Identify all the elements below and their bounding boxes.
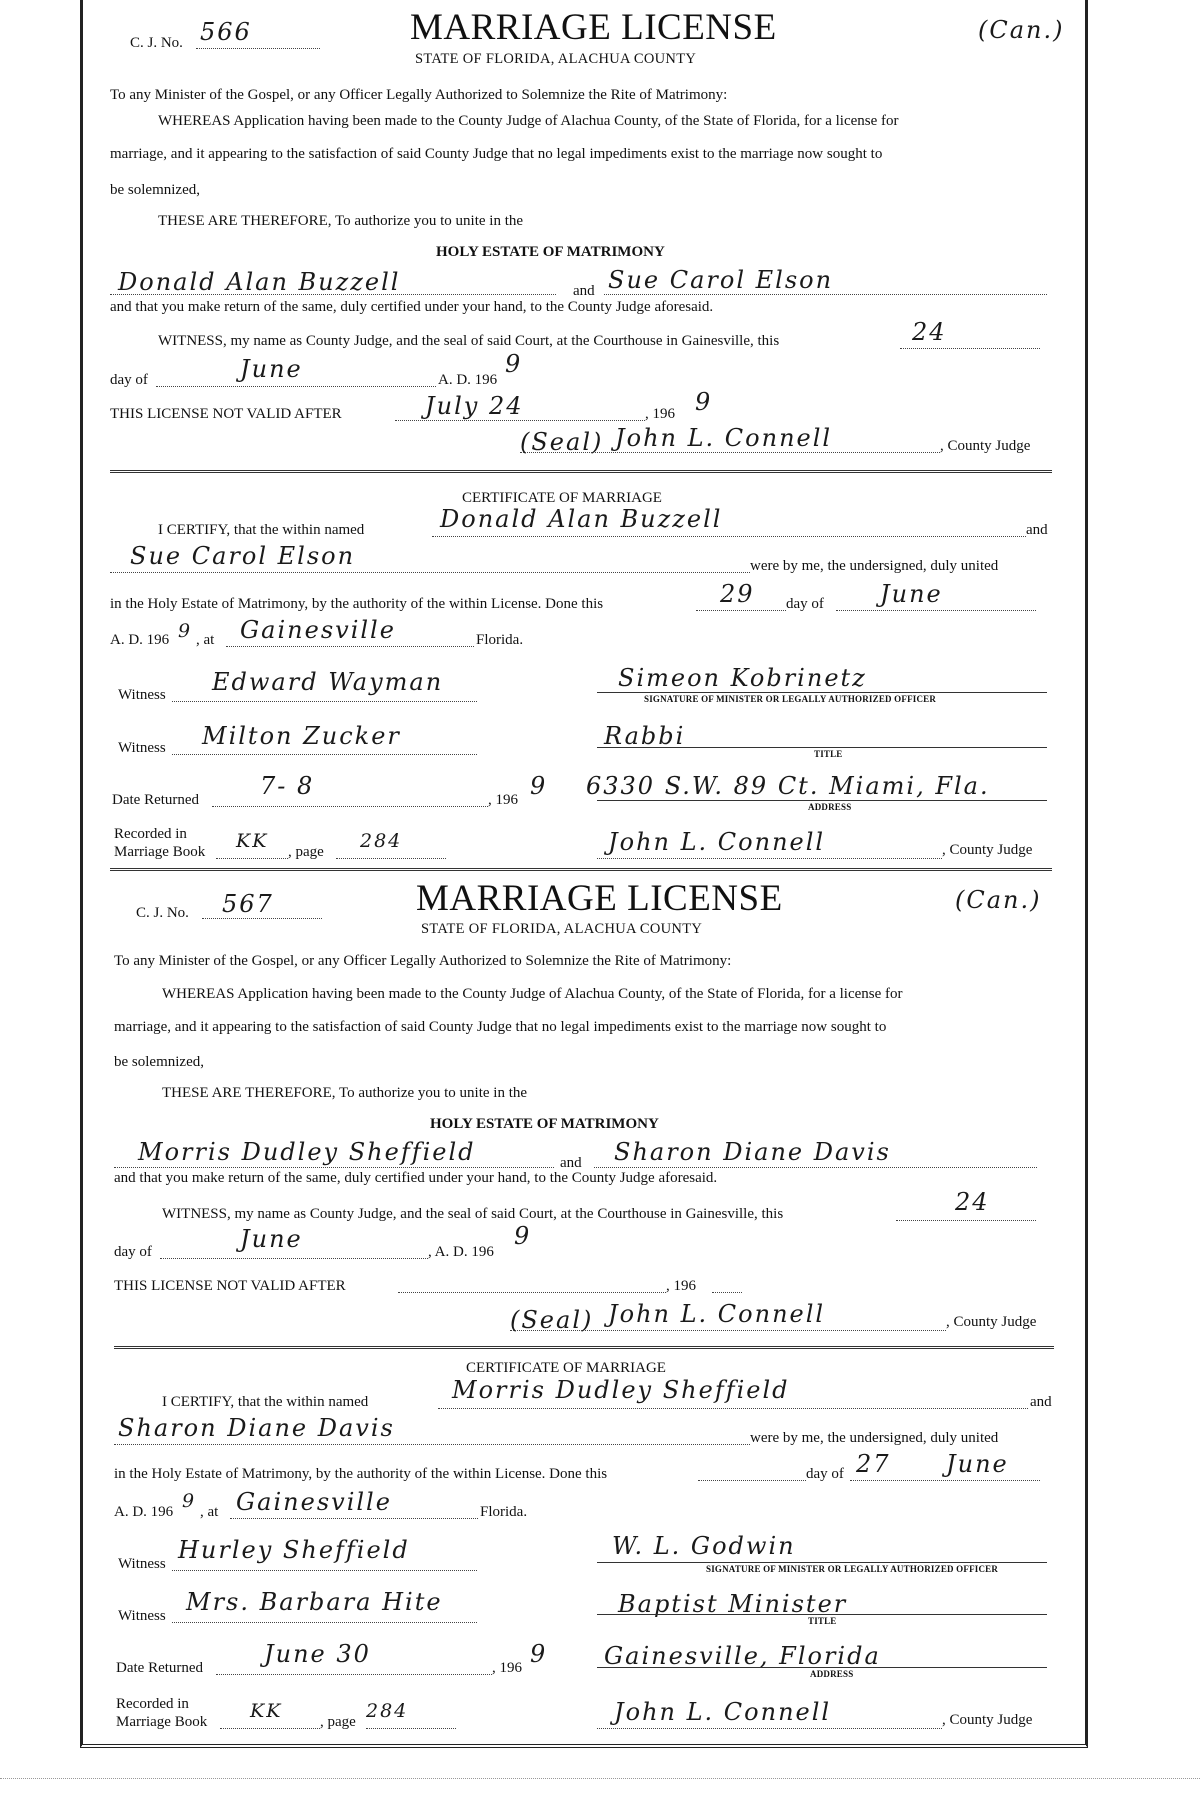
witness1-1: Edward Wayman <box>212 668 444 696</box>
groom-name-1: Donald Alan Buzzell <box>118 268 401 296</box>
whereas-1c: be solemnized, <box>110 182 200 198</box>
done-month-line-1 <box>836 610 1036 611</box>
county-judge-2: , County Judge <box>946 1314 1037 1330</box>
cert-county-judge-2: , County Judge <box>942 1712 1033 1728</box>
not-valid-label-2: THIS LICENSE NOT VALID AFTER <box>114 1278 346 1294</box>
witness1-label-1: Witness <box>118 687 166 703</box>
date-returned-2: June 30 <box>264 1640 371 1668</box>
witness-day-2: 24 <box>955 1188 990 1216</box>
cert-name2-2: Sharon Diane Davis <box>118 1414 395 1442</box>
witness2-line-2 <box>172 1622 477 1623</box>
not-valid-line-2 <box>398 1292 666 1293</box>
date-returned-label-2: Date Returned <box>116 1660 204 1676</box>
corner-mark-1: (Can.) <box>978 16 1065 44</box>
holy-estate-1: HOLY ESTATE OF MATRIMONY <box>436 244 665 260</box>
address-label-1: ADDRESS <box>808 802 852 812</box>
officer-label-1: SIGNATURE OF MINISTER OR LEGALLY AUTHORIZED OFFICER <box>644 694 937 704</box>
section-divider-3 <box>114 1346 1054 1349</box>
address-line-2 <box>597 1667 1047 1668</box>
date-returned-line-2 <box>216 1674 492 1675</box>
page-2: 284 <box>366 1700 409 1722</box>
license-subtitle-2: STATE OF FLORIDA, ALACHUA COUNTY <box>421 921 703 937</box>
not-valid-line-1 <box>395 420 645 421</box>
page-label-1: , page <box>288 844 324 860</box>
place-line-2 <box>230 1518 478 1519</box>
groom-name-2: Morris Dudley Sheffield <box>138 1138 476 1166</box>
seal-1: (Seal) <box>520 428 604 456</box>
cert-judge-line-2 <box>597 1728 942 1729</box>
cert-name2-line-1 <box>110 572 750 573</box>
officer-line-2 <box>597 1562 1047 1563</box>
done-month-2: June <box>946 1450 1009 1478</box>
title-label-2: TITLE <box>808 1616 837 1626</box>
place-1: Gainesville <box>240 616 396 644</box>
seal-2: (Seal) <box>510 1306 594 1334</box>
witness-day-1: 24 <box>912 318 947 346</box>
whereas-2c: be solemnized, <box>114 1054 204 1070</box>
cert-judge-signature-2: John L. Connell <box>614 1698 832 1726</box>
officer-title-2: Baptist Minister <box>618 1590 848 1618</box>
county-judge-1: , County Judge <box>940 438 1031 454</box>
to-line-1: To any Minister of the Gospel, or any Officer Legally Authorized to Solemnize the Rite of Matrimony: <box>110 87 728 103</box>
cert-judge-line-1 <box>597 858 942 859</box>
witness2-line-1 <box>172 754 477 755</box>
ad-1: A. D. 196 <box>438 372 498 388</box>
section-divider-1 <box>110 470 1052 473</box>
address-label-2: ADDRESS <box>810 1669 854 1679</box>
witness1-line-1 <box>172 701 477 702</box>
returned-year-digit-2: 9 <box>530 1640 548 1668</box>
returned-year-2: , 196 <box>492 1660 522 1676</box>
holy-line-1: in the Holy Estate of Matrimony, by the authority of the within License. Done this <box>110 596 604 612</box>
cj-number-2: 567 <box>222 890 274 918</box>
judge-signature-2: John L. Connell <box>608 1300 826 1328</box>
not-valid-year-line-2 <box>712 1292 742 1293</box>
cert-name1-line-1 <box>432 536 1026 537</box>
witness-day-line-1 <box>900 348 1040 349</box>
day-of-line-2 <box>160 1258 428 1259</box>
not-valid-year-digit-1: 9 <box>695 388 713 416</box>
judge-line-2 <box>510 1330 946 1331</box>
certificate-title-2: CERTIFICATE OF MARRIAGE <box>466 1360 666 1376</box>
day-of-label-1: day of <box>110 372 148 388</box>
holy-estate-2: HOLY ESTATE OF MATRIMONY <box>430 1116 659 1132</box>
groom-line-1 <box>110 294 556 295</box>
bride-line-1 <box>604 294 1047 295</box>
officer-title-1: Rabbi <box>604 722 686 750</box>
done-day-2: 27 <box>856 1450 891 1478</box>
witness1-2: Hurley Sheffield <box>178 1536 410 1564</box>
witness1-line-2 <box>172 1570 477 1571</box>
cj-line-1 <box>196 48 320 49</box>
cert-name1-2: Morris Dudley Sheffield <box>452 1376 790 1404</box>
cert-ad-digit-2: 9 <box>182 1490 197 1512</box>
whereas-1a: WHEREAS Application having been made to the County Judge of Alachua County, of the State of Florida, for a license for <box>158 113 899 129</box>
document-border <box>80 0 1088 1748</box>
license-subtitle-1: STATE OF FLORIDA, ALACHUA COUNTY <box>415 51 697 67</box>
year-digit-1: 9 <box>505 350 523 378</box>
cert-ad-digit-1: 9 <box>178 620 193 642</box>
title-line-2 <box>597 1614 1047 1615</box>
certify-1: I CERTIFY, that the within named <box>158 522 365 538</box>
title-line-1 <box>597 747 1047 748</box>
license-title-1: MARRIAGE LICENSE <box>410 7 777 48</box>
scan-edge-line <box>0 1778 1200 1779</box>
place-2: Gainesville <box>236 1488 392 1516</box>
marriage-book-2: Marriage Book <box>116 1714 208 1730</box>
witness1-label-2: Witness <box>118 1556 166 1572</box>
return-line-2: and that you make return of the same, duly certified under your hand, to the County Judge aforesaid. <box>114 1170 718 1186</box>
license-title-2: MARRIAGE LICENSE <box>416 878 783 919</box>
book-2: KK <box>250 1700 283 1722</box>
cert-county-judge-1: , County Judge <box>942 842 1033 858</box>
and-1: and <box>573 283 595 299</box>
page-line-1 <box>336 858 446 859</box>
florida-1: Florida. <box>476 632 524 648</box>
title-label-1: TITLE <box>814 749 843 759</box>
witness-day-line-2 <box>896 1220 1036 1221</box>
witness-line-2: WITNESS, my name as County Judge, and the seal of said Court, at the Courthouse in Gainesville, this <box>162 1206 784 1222</box>
section-divider-2 <box>110 868 1052 871</box>
day-of-label-2: day of <box>114 1244 152 1260</box>
cert-name2-line-2 <box>114 1444 750 1445</box>
place-line-1 <box>226 646 474 647</box>
officer-address-2: Gainesville, Florida <box>604 1642 881 1670</box>
united-1: were by me, the undersigned, duly united <box>750 558 999 574</box>
to-line-2: To any Minister of the Gospel, or any Officer Legally Authorized to Solemnize the Rite of Matrimony: <box>114 953 732 969</box>
book-line-2 <box>220 1728 320 1729</box>
page-label-2: , page <box>320 1714 356 1730</box>
book-line-1 <box>216 858 288 859</box>
officer-signature-1: Simeon Kobrinetz <box>618 664 867 692</box>
not-valid-year-1: , 196 <box>645 406 675 422</box>
date-returned-label-1: Date Returned <box>112 792 200 808</box>
returned-year-digit-1: 9 <box>530 772 548 800</box>
united-2: were by me, the undersigned, duly united <box>750 1430 999 1446</box>
witness-line-1: WITNESS, my name as County Judge, and the seal of said Court, at the Courthouse in Gainesville, this <box>158 333 780 349</box>
cert-ad-2: A. D. 196 <box>114 1504 174 1520</box>
groom-line-2 <box>114 1167 554 1168</box>
cert-name1-1: Donald Alan Buzzell <box>440 505 723 533</box>
cj-line-2 <box>202 918 322 919</box>
not-valid-year-2: , 196 <box>666 1278 696 1294</box>
cert-at-1: , at <box>196 632 215 648</box>
corner-mark-2: (Can.) <box>955 886 1042 914</box>
witness2-label-1: Witness <box>118 740 166 756</box>
cert-and-2: and <box>1030 1394 1052 1410</box>
ad-2: , A. D. 196 <box>428 1244 494 1260</box>
day-of-line-1 <box>156 386 436 387</box>
officer-signature-2: W. L. Godwin <box>612 1532 796 1560</box>
month-2: June <box>240 1225 303 1253</box>
cert-at-2: , at <box>200 1504 219 1520</box>
date-returned-1: 7- 8 <box>260 772 315 800</box>
cert-judge-signature-1: John L. Connell <box>608 828 826 856</box>
certificate-title-1: CERTIFICATE OF MARRIAGE <box>462 490 662 506</box>
date-returned-line-1 <box>212 806 488 807</box>
whereas-2a: WHEREAS Application having been made to the County Judge of Alachua County, of the State of Florida, for a license for <box>162 986 903 1002</box>
address-line-1 <box>597 800 1047 801</box>
cert-and-1: and <box>1026 522 1048 538</box>
judge-signature-1: John L. Connell <box>615 424 833 452</box>
witness2-1: Milton Zucker <box>202 722 401 750</box>
therefore-1: THESE ARE THEREFORE, To authorize you to unite in the <box>158 213 524 229</box>
recorded-in-2: Recorded in <box>116 1696 189 1712</box>
month-1: June <box>240 355 303 383</box>
witness2-2: Mrs. Barbara Hite <box>186 1588 443 1616</box>
done-month-line-2 <box>850 1480 1040 1481</box>
whereas-1b: marriage, and it appearing to the satisfaction of said County Judge that no legal impediments exist to the marriage now sought to <box>110 146 883 162</box>
judge-line-1 <box>520 452 940 453</box>
cert-name1-line-2 <box>438 1408 1028 1409</box>
bride-line-2 <box>594 1167 1037 1168</box>
year-digit-2: 9 <box>514 1222 532 1250</box>
done-day-line-1 <box>696 610 786 611</box>
whereas-2b: marriage, and it appearing to the satisfaction of said County Judge that no legal impediments exist to the marriage now sought to <box>114 1019 887 1035</box>
cert-name2-1: Sue Carol Elson <box>130 542 356 570</box>
holy-line-2: in the Holy Estate of Matrimony, by the authority of the within License. Done this <box>114 1466 608 1482</box>
cert-day-of-2: day of <box>806 1466 844 1482</box>
cert-day-of-1: day of <box>786 596 824 612</box>
cj-number-1: 566 <box>200 18 252 46</box>
officer-address-1: 6330 S.W. 89 Ct. Miami, Fla. <box>586 772 990 800</box>
returned-year-1: , 196 <box>488 792 518 808</box>
done-day-line-2 <box>698 1480 806 1481</box>
not-valid-label-1: THIS LICENSE NOT VALID AFTER <box>110 406 342 422</box>
done-day-1: 29 <box>720 580 755 608</box>
florida-2: Florida. <box>480 1504 528 1520</box>
page-1: 284 <box>360 830 403 852</box>
bride-name-1: Sue Carol Elson <box>608 266 834 294</box>
officer-line-1 <box>597 692 1047 693</box>
page-line-2 <box>366 1728 456 1729</box>
officer-label-2: SIGNATURE OF MINISTER OR LEGALLY AUTHORIZED OFFICER <box>706 1564 999 1574</box>
return-line-1: and that you make return of the same, duly certified under your hand, to the County Judge aforesaid. <box>110 299 714 315</box>
cert-ad-1: A. D. 196 <box>110 632 170 648</box>
marriage-book-1: Marriage Book <box>114 844 206 860</box>
not-valid-date-1: July 24 <box>425 392 524 420</box>
cj-label-2: C. J. No. <box>136 905 189 921</box>
certify-2: I CERTIFY, that the within named <box>162 1394 369 1410</box>
bride-name-2: Sharon Diane Davis <box>614 1138 891 1166</box>
done-month-1: June <box>880 580 943 608</box>
and-2: and <box>560 1155 582 1171</box>
recorded-in-1: Recorded in <box>114 826 187 842</box>
witness2-label-2: Witness <box>118 1608 166 1624</box>
book-1: KK <box>236 830 269 852</box>
therefore-2: THESE ARE THEREFORE, To authorize you to unite in the <box>162 1085 528 1101</box>
cj-label-1: C. J. No. <box>130 35 183 51</box>
